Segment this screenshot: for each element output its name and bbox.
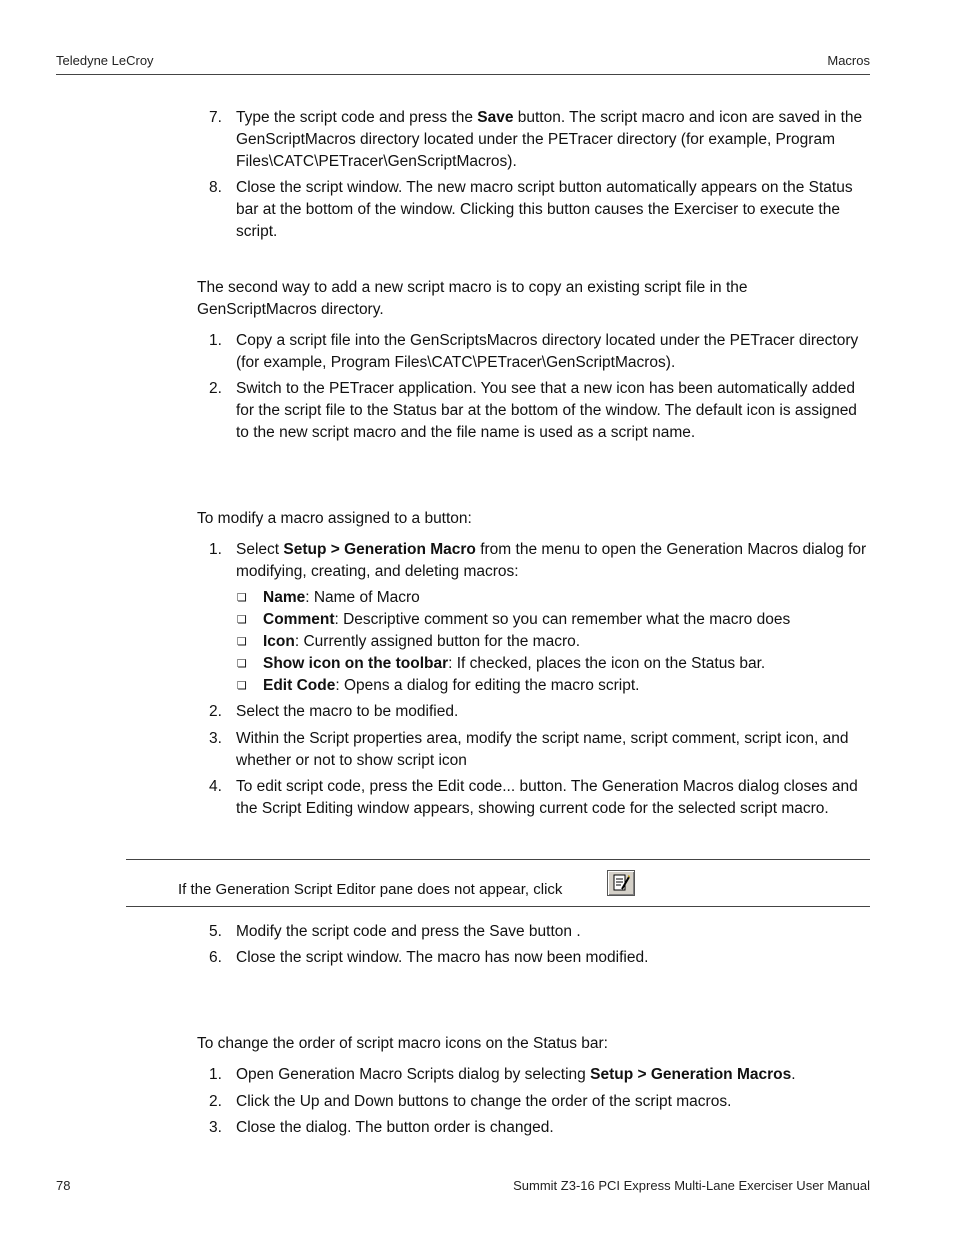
bullet-item (237, 631, 877, 653)
bold-text: Comment (263, 611, 335, 628)
text-run: button. The script macro and icon are saved in the GenScriptMacros directory located under the PETracer directory (for example, Program Files\CATC\PETracer\GenScriptMacros). (236, 109, 863, 170)
bullet-text (263, 631, 580, 653)
bold-text: Setup > Generation Macros (590, 1066, 792, 1083)
list-text: Close the script window. The macro has now been modified. (236, 949, 649, 966)
paragraph: To modify a macro assigned to a button: (197, 510, 472, 527)
list-text: Copy a script file into the GenScriptsMacros directory located under the PETracer directory (for example, Program Files\CATC\PETracer\GenScriptMacros). (236, 332, 859, 371)
list-number: 2. (209, 1093, 222, 1110)
text-run: Open Generation Macro Scripts dialog by selecting (236, 1066, 591, 1083)
list-text (236, 1064, 870, 1086)
bullet-item (237, 587, 877, 609)
list-number: 3. (209, 1119, 222, 1136)
list-number: 1. (209, 1066, 222, 1083)
text-run: : Opens a dialog for editing the macro script. (335, 677, 640, 694)
list-item (197, 947, 877, 969)
list-number: 2. (209, 703, 222, 720)
bold-text: Edit Code (263, 677, 336, 694)
list-item (197, 107, 877, 173)
bullet-item (237, 675, 877, 697)
list-number: 3. (209, 730, 222, 747)
header-right: Macros (827, 53, 870, 68)
list-item (197, 378, 877, 444)
list-item (197, 177, 877, 243)
list-item (197, 701, 877, 723)
footer-title: Summit Z3-16 PCI Express Multi-Lane Exerciser User Manual (513, 1178, 870, 1193)
list-text: Click the Up and Down buttons to change the order of the script macros. (236, 1093, 732, 1110)
list-number: 7. (209, 109, 222, 126)
bold-text: Show icon on the toolbar (263, 655, 449, 672)
note-text: If the Generation Script Editor pane does not appear, click (178, 881, 563, 898)
checkbox-bullet-icon: ❏ (237, 614, 247, 626)
list-item (197, 921, 877, 943)
bullet-item (237, 653, 877, 675)
header-left: Teledyne LeCroy (56, 53, 154, 68)
checkbox-bullet-icon: ❏ (237, 592, 247, 604)
list-text: Switch to the PETracer application. You see that a new icon has been automatically added for the script file to the Status bar at the bottom of the window. The default icon is assigned to the new script macro and the file name is used as a script name. (236, 380, 857, 441)
list-number: 1. (209, 541, 222, 558)
list-text: Close the dialog. The button order is changed. (236, 1119, 554, 1136)
checkbox-bullet-icon: ❏ (237, 658, 247, 670)
list-item (197, 330, 877, 374)
list-item (197, 1091, 877, 1113)
text-run: from the menu to open the Generation Macros dialog for modifying, creating, and deleting macros: (236, 541, 867, 580)
list-text: To edit script code, press the Edit code... button. The Generation Macros dialog closes and the Script Editing window appears, showing current code for the selected script macro. (236, 778, 858, 817)
list-item (197, 1117, 877, 1139)
header-rule (56, 74, 870, 75)
bullet-text (263, 675, 639, 697)
paragraph: The second way to add a new script macro is to copy an existing script file in the GenScriptMacros directory. (197, 279, 748, 318)
list-item (197, 728, 877, 772)
list-item (197, 776, 877, 820)
list-text: Modify the script code and press the Save button . (236, 923, 581, 940)
list-number: 8. (209, 179, 222, 196)
bold-text: Setup > Generation Macro (283, 541, 476, 558)
script-editor-icon (607, 870, 635, 896)
script-editor-icon-graphic (608, 871, 634, 895)
note-top-rule (126, 859, 870, 860)
list-text (236, 107, 870, 173)
list-text: Close the script window. The new macro script button automatically appears on the Status bar at the bottom of the window. Clicking this button causes the Exerciser to execute the script. (236, 179, 853, 240)
text-run: : If checked, places the icon on the Status bar. (448, 655, 766, 672)
list-number: 1. (209, 332, 222, 349)
list-item (197, 1064, 877, 1086)
text-run: : Currently assigned button for the macro. (294, 633, 581, 650)
bullet-text (263, 609, 790, 631)
text-run: : Descriptive comment so you can remember what the macro does (334, 611, 791, 628)
bullet-text (263, 587, 420, 609)
list-number: 5. (209, 923, 222, 940)
text-run: : Name of Macro (305, 589, 420, 606)
checkbox-bullet-icon: ❏ (237, 636, 247, 648)
checkbox-bullet-icon: ❏ (237, 680, 247, 692)
list-item (197, 539, 877, 583)
page-number: 78 (56, 1178, 71, 1193)
list-number: 2. (209, 380, 222, 397)
bullet-item (237, 609, 877, 631)
list-text: Select the macro to be modified. (236, 703, 459, 720)
list-number: 6. (209, 949, 222, 966)
text-run: Type the script code and press the (236, 109, 478, 126)
list-text (236, 539, 870, 583)
bold-text: Save (477, 109, 514, 126)
paragraph: To change the order of script macro icons on the Status bar: (197, 1035, 608, 1052)
bold-text: Name (263, 589, 306, 606)
note-bottom-rule (126, 906, 870, 907)
bold-text: Icon (263, 633, 295, 650)
list-number: 4. (209, 778, 222, 795)
text-run: Select (236, 541, 284, 558)
text-run: . (791, 1066, 796, 1083)
list-text: Within the Script properties area, modify the script name, script comment, script icon, and whether or not to show script icon (236, 730, 849, 769)
bullet-text (263, 653, 765, 675)
